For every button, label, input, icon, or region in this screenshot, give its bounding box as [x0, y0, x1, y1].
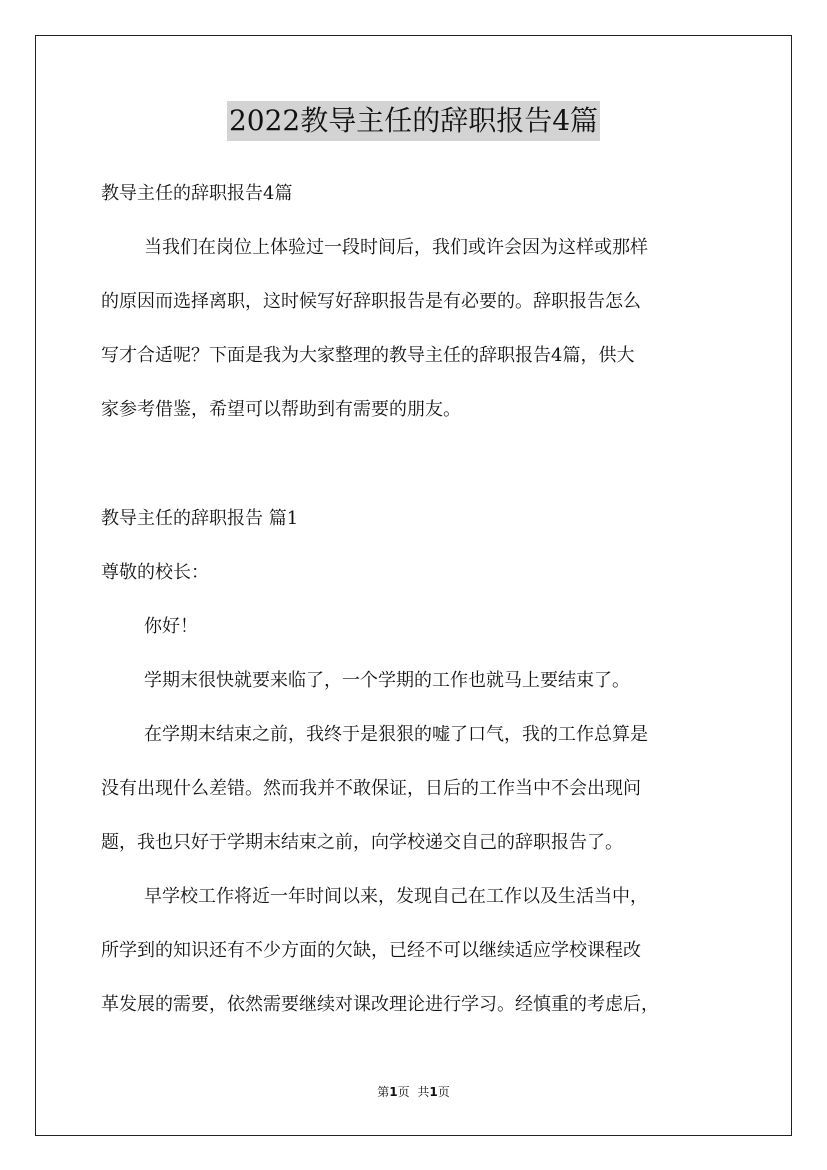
- page-total: 1: [429, 1085, 438, 1099]
- intro-line-2: 的原因而选择离职，这时候写好辞职报告是有必要的。辞职报告怎么: [101, 291, 641, 312]
- intro-line-3: 写才合适呢？下面是我为大家整理的教导主任的辞职报告4篇，供大: [101, 345, 635, 366]
- paragraph-3-line-1: 早学校工作将近一年时间以来，发现自己在工作以及生活当中，: [144, 886, 648, 907]
- page-suffix: 页: [397, 1085, 410, 1099]
- page-footer: [0, 1084, 827, 1100]
- greeting: 你好！: [144, 616, 198, 637]
- intro-line-1: 当我们在岗位上体验过一段时间后，我们或许会因为这样或那样: [144, 237, 648, 258]
- paragraph-2-line-1: 在学期末结束之前，我终于是狠狠的嘘了口气，我的工作总算是: [144, 724, 648, 745]
- salutation: 尊敬的校长：: [101, 562, 209, 583]
- page-current: 1: [389, 1085, 398, 1099]
- total-suffix: 页: [437, 1085, 450, 1099]
- paragraph-3-line-3: 革发展的需要，依然需要继续对课改理论进行学习。经慎重的考虑后，: [101, 994, 659, 1015]
- paragraph-1: 学期末很快就要来临了，一个学期的工作也就马上要结束了。: [144, 670, 630, 691]
- section-heading: 教导主任的辞职报告 篇1: [101, 508, 299, 529]
- document-title: 2022教导主任的辞职报告4篇: [227, 101, 600, 141]
- document-subtitle: 教导主任的辞职报告4篇: [101, 183, 293, 204]
- paragraph-3-line-2: 所学到的知识还有不少方面的欠缺，已经不可以继续适应学校课程改: [101, 940, 641, 961]
- total-prefix: 共: [417, 1085, 430, 1099]
- title-container: [0, 101, 827, 141]
- paragraph-2-line-2: 没有出现什么差错。然而我并不敢保证，日后的工作当中不会出现问: [101, 778, 641, 799]
- page-prefix: 第: [377, 1085, 390, 1099]
- intro-line-4: 家参考借鉴，希望可以帮助到有需要的朋友。: [101, 399, 461, 420]
- paragraph-2-line-3: 题，我也只好于学期末结束之前，向学校递交自己的辞职报告了。: [101, 832, 623, 853]
